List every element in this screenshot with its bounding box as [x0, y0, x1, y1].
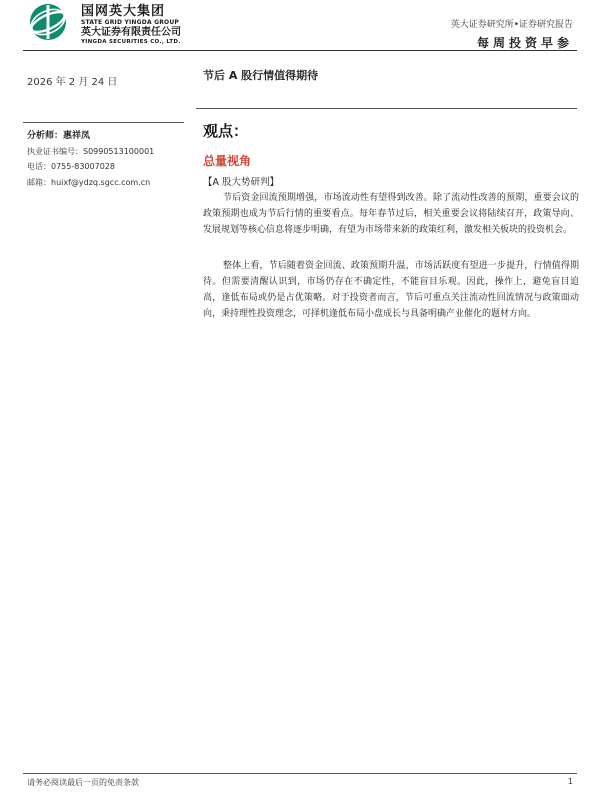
state-grid-logo-icon — [28, 2, 74, 42]
research-dept: 英大证券研究所•证券研究报告 — [450, 20, 573, 30]
analyst-phone: 电话：0755-83007028 — [27, 162, 115, 171]
footer-divider — [23, 773, 577, 774]
report-date: 2026 年 2 月 24 日 — [27, 77, 118, 88]
topic-tag: 【A 股大势研判】 — [203, 177, 280, 188]
group-name-en: STATE GRID YINGDA GROUP — [81, 19, 180, 26]
analyst-cert: 执业证书编号：S0990513100001 — [27, 147, 155, 156]
company-logo-text — [81, 4, 271, 46]
report-title: 节后 A 股行情值得期待 — [203, 69, 319, 82]
group-name-cn: 国网英大集团 — [81, 4, 166, 19]
company-name-cn: 英大证券有限责任公司 — [81, 27, 181, 38]
report-type: 每周投资早参 — [476, 36, 573, 50]
section-heading: 总量视角 — [203, 154, 252, 168]
company-name-en: YINGDA SECURITIES CO., LTD. — [81, 39, 181, 45]
page-number: 1 — [567, 777, 573, 786]
header-divider — [23, 50, 577, 51]
footer-disclaimer: 请务必阅读最后一页的免责条款 — [27, 778, 139, 787]
views-heading: 观点： — [203, 122, 249, 140]
paragraph-1: 节后资金回流预期增强，市场流动性有望得到改善。除了流动性改善的预期，重要会议的政策预期也成为节后行情的重要看点。每年春节过后，相关重要会议将陆续召开，政策导向、发展规划等核心信息将逐步明确，有望为市场带来新的政策红利，激发相关板块的投资机会。 — [203, 193, 579, 235]
analyst-name: 分析师：惠祥凤 — [27, 131, 91, 141]
sidebar-divider — [23, 122, 184, 123]
title-divider — [196, 108, 577, 109]
analyst-email: 邮箱：huixf@ydzq.sgcc.com.cn — [27, 178, 151, 187]
paragraph-2: 整体上看，节后随着资金回流、政策预期升温，市场活跃度有望进一步提升，行情值得期待。但需要清醒认识到，市场仍存在不确定性，不能盲目乐观。因此，操作上，避免盲目追高，逢低布局或仍是占优策略。对于投资者而言，节后可重点关注流动性回流情况与政策面动向，秉持理性投资理念，可择机逢低布局小盘成长与具备明确产业催化的题材方向。 — [203, 261, 579, 319]
